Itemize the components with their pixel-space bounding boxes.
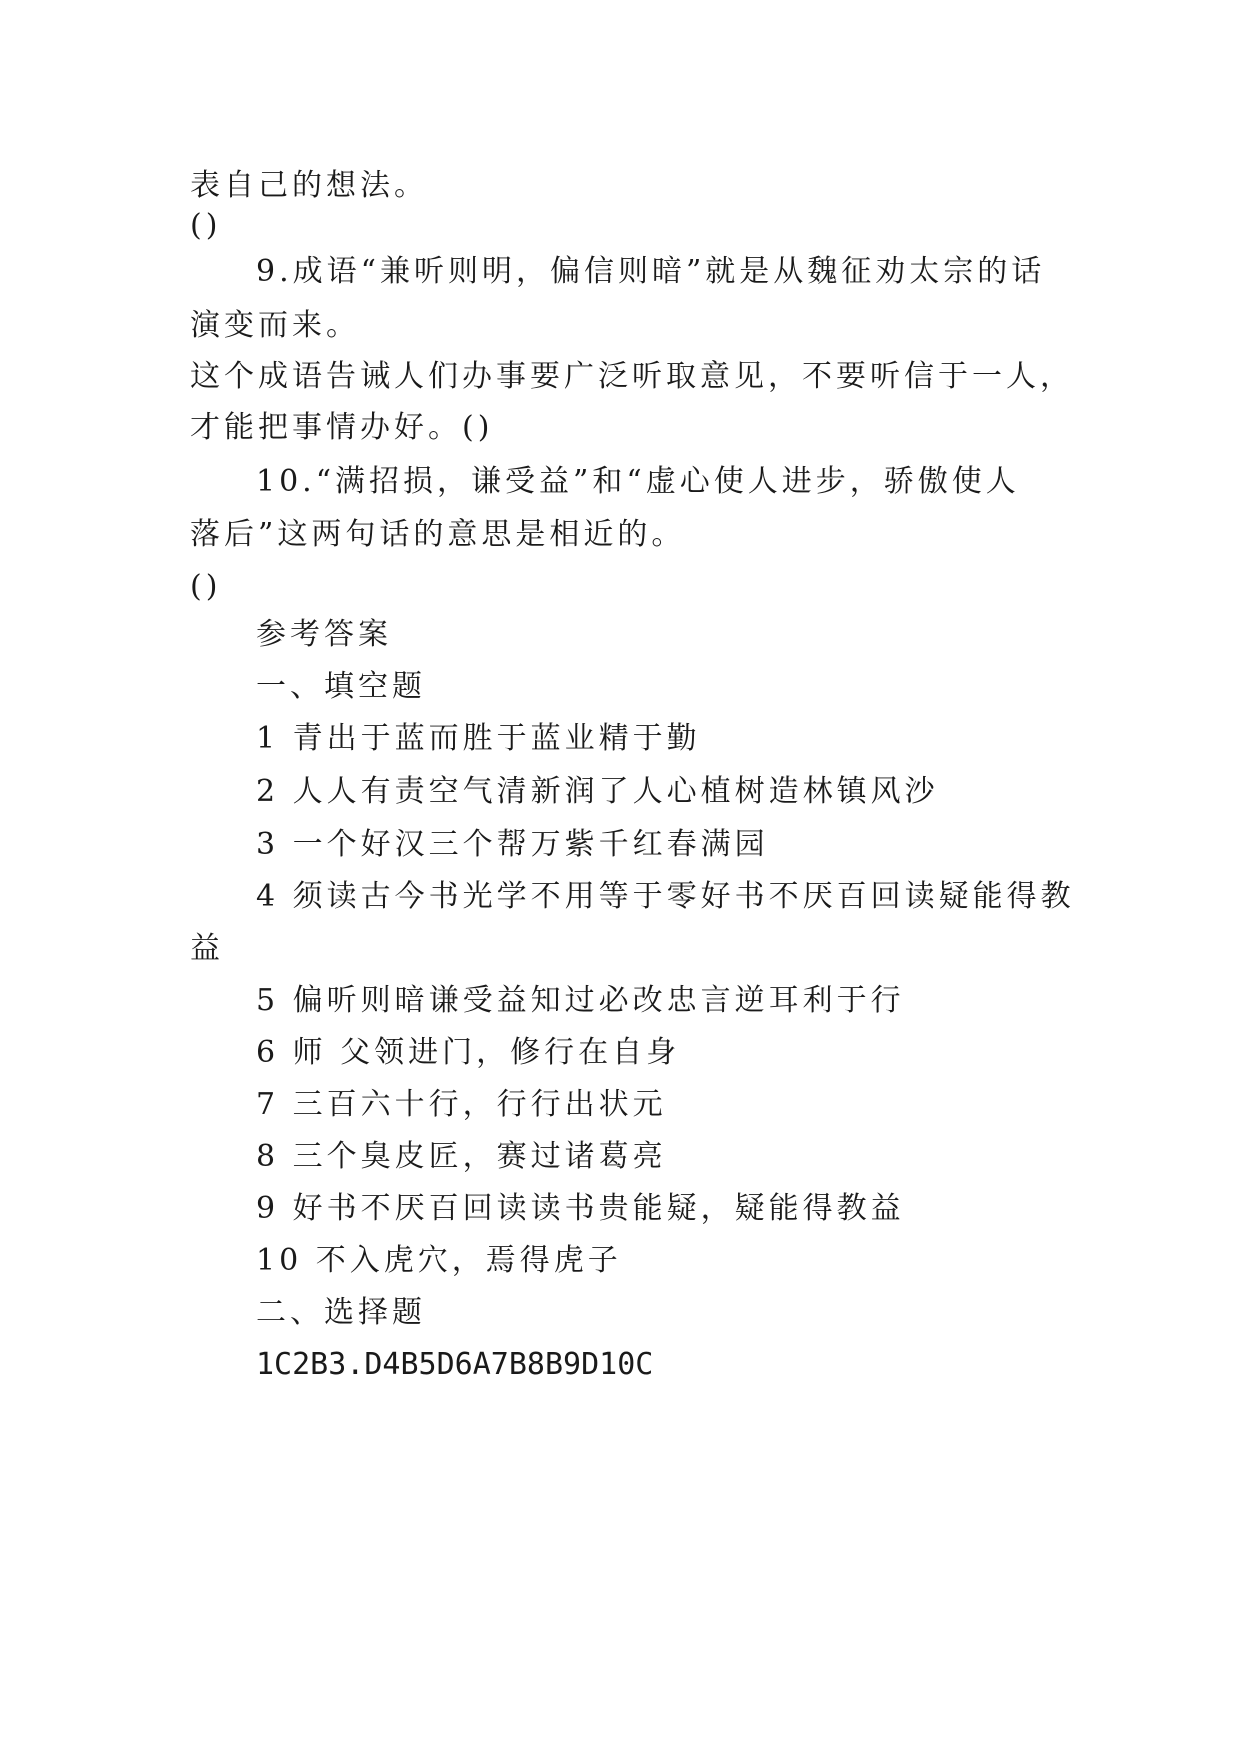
question-9-line-2: 演变而来。 bbox=[190, 308, 360, 343]
answer-item: 7 三百六十行，行行出状元 bbox=[256, 1087, 667, 1122]
question-9-line-1: 9.成语“兼听则明，偏信则暗”就是从魏征劝太宗的话 bbox=[256, 254, 1046, 289]
answer-item: 9 好书不厌百回读读书贵能疑，疑能得教益 bbox=[256, 1191, 905, 1226]
question-10-line-2: 落后”这两句话的意思是相近的。 bbox=[190, 517, 686, 552]
answer-item: 6 师 父领进门，修行在自身 bbox=[256, 1035, 681, 1070]
section-heading-fill-blank: 一、填空题 bbox=[256, 669, 426, 704]
answer-blank: () bbox=[190, 569, 222, 604]
section-heading-answers: 参考答案 bbox=[256, 617, 392, 652]
answer-item: 3 一个好汉三个帮万紫千红春满园 bbox=[256, 827, 769, 862]
answer-item: 5 偏听则暗谦受益知过必改忠言逆耳利于行 bbox=[256, 983, 905, 1018]
answer-item: 8 三个臭皮匠，赛过诸葛亮 bbox=[256, 1139, 667, 1174]
answer-item: 2 人人有责空气清新润了人心植树造林镇风沙 bbox=[256, 774, 939, 809]
answer-item: 4 须读古今书光学不用等于零好书不厌百回读疑能得教 bbox=[256, 879, 1075, 914]
text-line: 表自己的想法。 bbox=[190, 168, 428, 203]
multiple-choice-answers: 1C2B3.D4B5D6A7B8B9D10C bbox=[256, 1347, 654, 1382]
answer-item: 1 青出于蓝而胜于蓝业精于勤 bbox=[256, 721, 701, 756]
answer-item: 10 不入虎穴，焉得虎子 bbox=[256, 1243, 622, 1278]
answer-blank: () bbox=[190, 208, 222, 243]
question-9-line-3: 这个成语告诫人们办事要广泛听取意见，不要听信于一人， bbox=[190, 359, 1074, 394]
answer-item-continued: 益 bbox=[190, 931, 224, 966]
section-heading-multiple-choice: 二、选择题 bbox=[256, 1295, 426, 1330]
question-9-line-4: 才能把事情办好。() bbox=[190, 410, 494, 445]
question-10-line-1: 10.“满招损，谦受益”和“虚心使人进步，骄傲使人 bbox=[256, 464, 1020, 499]
